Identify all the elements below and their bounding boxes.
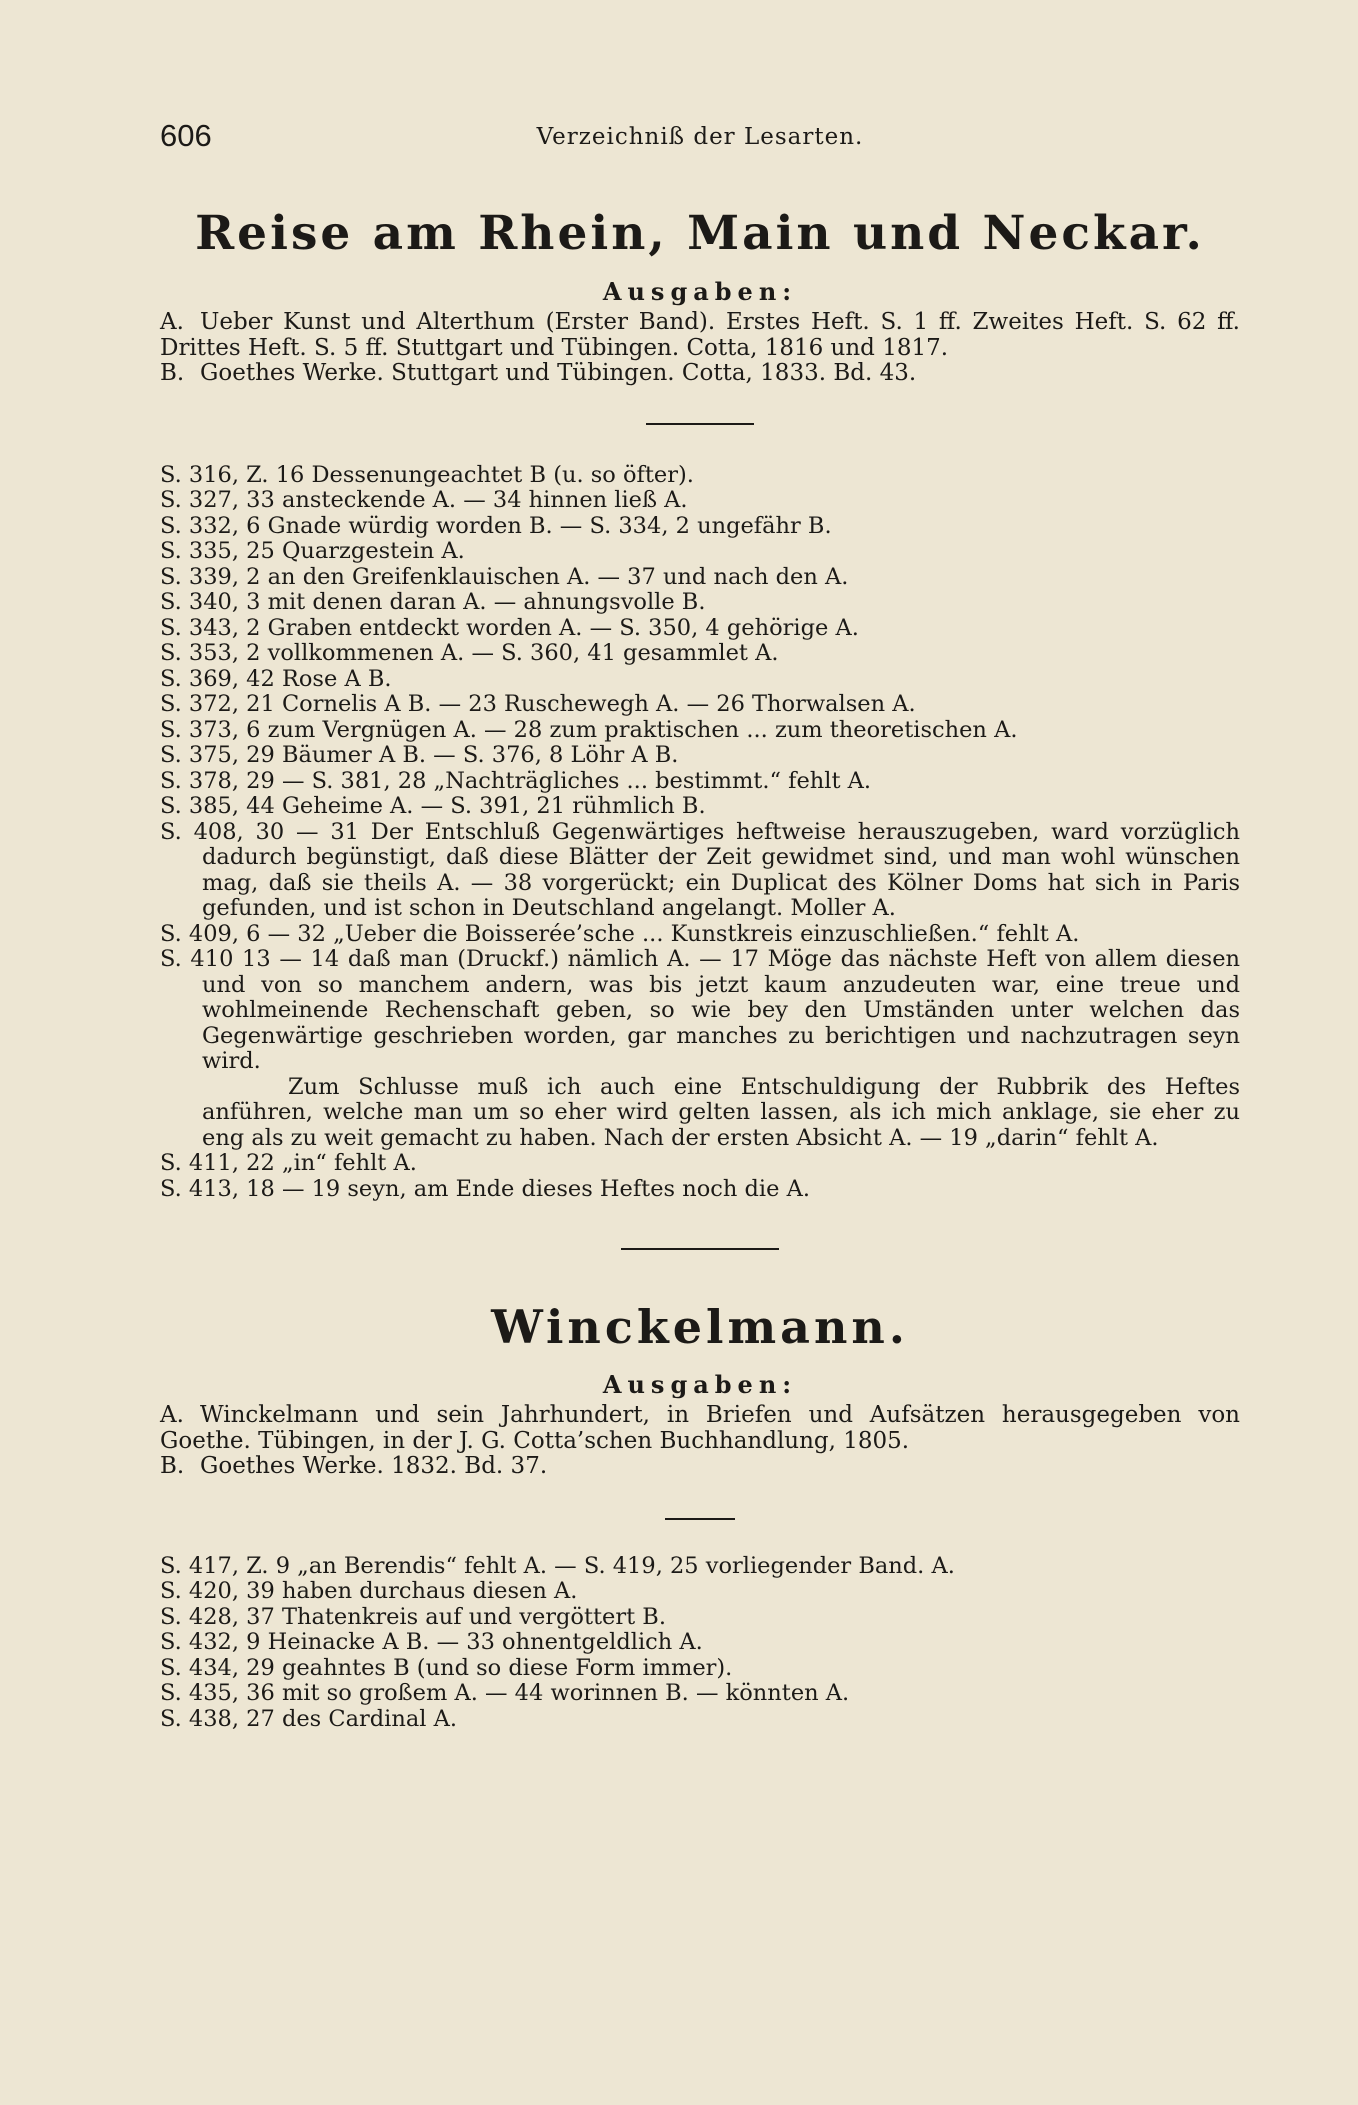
reading-entry: S. 373, 6 zum Vergnügen A. — 28 zum praktischen ... zum theoretischen A. (160, 716, 1018, 743)
reading-entry: S. 435, 36 mit so großem A. — 44 worinnen B. — könnten A. (160, 1680, 850, 1706)
reading-entry: S. 332, 6 Gnade würdig worden B. — S. 334, 2 ungefähr B. (160, 512, 832, 539)
readings-list (160, 463, 1240, 1203)
reading-entry: S. 353, 2 vollkommenen A. — S. 360, 41 gesammlet A. (160, 640, 779, 666)
reading-entry: S. 428, 37 Thatenkreis auf und vergöttert B. (160, 1603, 666, 1630)
edition-text: Goethes Werke. 1832. Bd. 37. (200, 1453, 548, 1479)
editions-heading: Ausgaben: (602, 1370, 798, 1399)
reading-entry: S. 335, 25 Quarzgestein A. (160, 538, 465, 564)
reading-entry: S. 343, 2 Graben entdeckt worden A. — S. 350, 4 gehörige A. (160, 614, 859, 641)
section-title-reise: Reise am Rhein, Main und Neckar. (195, 206, 1205, 261)
edition-siglum: A. (160, 309, 184, 335)
reading-entry: S. 432, 9 Heinacke A B. — 33 ohnentgeldlich A. (160, 1629, 703, 1655)
reading-entry: S. 339, 2 an den Greifenklauischen A. — 37 und nach den A. (160, 563, 849, 590)
running-head (160, 118, 1240, 166)
reading-entry: S. 438, 27 des Cardinal A. (160, 1705, 458, 1732)
edition-entry (160, 1454, 1240, 1480)
reading-entry: S. 378, 29 — S. 381, 28 „Nachträgliches ... bestimmt.“ fehlt A. (160, 767, 872, 794)
reading-paragraph (202, 1075, 1240, 1152)
reading-entry: S. 417, Z. 9 „an Berendis“ fehlt A. — S. 419, 25 vorliegender Band. A. (160, 1552, 955, 1579)
reading-entry: S. 340, 3 mit denen daran A. — ahnungsvolle B. (160, 589, 706, 615)
reading-entry: S. 408, 30 — 31 Der Entschluß Gegenwärtiges heftweise herauszugeben, ward vorzüglich dadurch begünstigt, daß diese Blätter der Zeit gewidmet sind, und man wohl wünschen mag, daß sie theils A. — 38 vorgerückt; ein Duplicat des Kölner Doms hat sich in Paris gefunden, und ist schon in Deutschland angelangt. Moller A. (160, 818, 1240, 921)
reading-entry: S. 409, 6 — 32 „Ueber die Boisserée’sche ... Kunstkreis einzuschließen.“ fehlt A. (160, 920, 1080, 947)
edition-entry (160, 361, 1240, 387)
page-number: 606 (160, 118, 212, 153)
edition-entry (160, 310, 1240, 361)
edition-siglum: A. (160, 1402, 184, 1428)
reading-entry: S. 411, 22 „in“ fehlt A. (160, 1150, 417, 1176)
edition-text: Ueber Kunst und Alterthum (Erster Band). Erstes Heft. S. 1 ff. Zweites Heft. S. 62 ff. Drittes Heft. S. 5 ff. Stuttgart und Tübingen. Cotta, 1816 und 1817. (160, 309, 1240, 361)
reading-entry: S. 316, Z. 16 Dessenungeachtet B (u. so öfter). (160, 461, 694, 488)
section-divider (621, 1248, 779, 1250)
edition-siglum: B. (160, 1453, 185, 1479)
reading-entry: S. 375, 29 Bäumer A B. — S. 376, 8 Löhr A B. (160, 742, 679, 768)
section-divider (646, 423, 754, 425)
reading-entry: S. 413, 18 — 19 seyn, am Ende dieses Heftes noch die A. (160, 1175, 810, 1202)
running-title: Verzeichniß der Lesarten. (536, 124, 864, 150)
edition-text: Goethes Werke. Stuttgart und Tübingen. Cotta, 1833. Bd. 43. (200, 360, 917, 386)
edition-entry (160, 1403, 1240, 1454)
reading-entry: S. 385, 44 Geheime A. — S. 391, 21 rühmlich B. (160, 793, 706, 819)
reading-entry: S. 327, 33 ansteckende A. — 34 hinnen ließ A. (160, 487, 688, 513)
section-divider (665, 1518, 735, 1520)
editions-heading: Ausgaben: (602, 277, 798, 306)
reading-entry: S. 420, 39 haben durchaus diesen A. (160, 1578, 578, 1604)
reading-entry: S. 372, 21 Cornelis A B. — 23 Ruschewegh A. — 26 Thorwalsen A. (160, 691, 916, 717)
reading-paragraph-wrapper (202, 1075, 1240, 1152)
section-title-winckelmann: Winckelmann. (491, 1300, 909, 1354)
reading-entry: S. 369, 42 Rose A B. (160, 665, 392, 692)
edition-text: Winckelmann und sein Jahrhundert, in Briefen und Aufsätzen herausgegeben von Goethe. Tübingen, in der J. G. Cotta’schen Buchhandlung, 1805. (160, 1402, 1240, 1454)
reading-entry: S. 434, 29 geahntes B (und so diese Form immer). (160, 1654, 733, 1681)
reading-entry: S. 410 13 — 14 daß man (Druckf.) nämlich A. — 17 Möge das nächste Heft von allem diesen und von so manchem andern, was bis jetzt kaum anzudeuten war, eine treue und wohlmeinende Rechenschaft geben, so wie bey den Umständen unter welchen das Gegenwärtige geschrieben worden, gar manches zu berichtigen und nachzutragen seyn wird. (160, 946, 1240, 1074)
reading-paragraph-text: Zum Schlusse muß ich auch eine Entschuldigung der Rubbrik des Heftes anführen, welche man um so eher wird gelten lassen, als ich mich anklage, sie eher zu eng als zu weit gemacht zu haben. Nach der ersten Absicht A. — 19 „darin“ fehlt A. (202, 1073, 1240, 1151)
edition-siglum: B. (160, 360, 185, 386)
readings-list (160, 1554, 1240, 1733)
